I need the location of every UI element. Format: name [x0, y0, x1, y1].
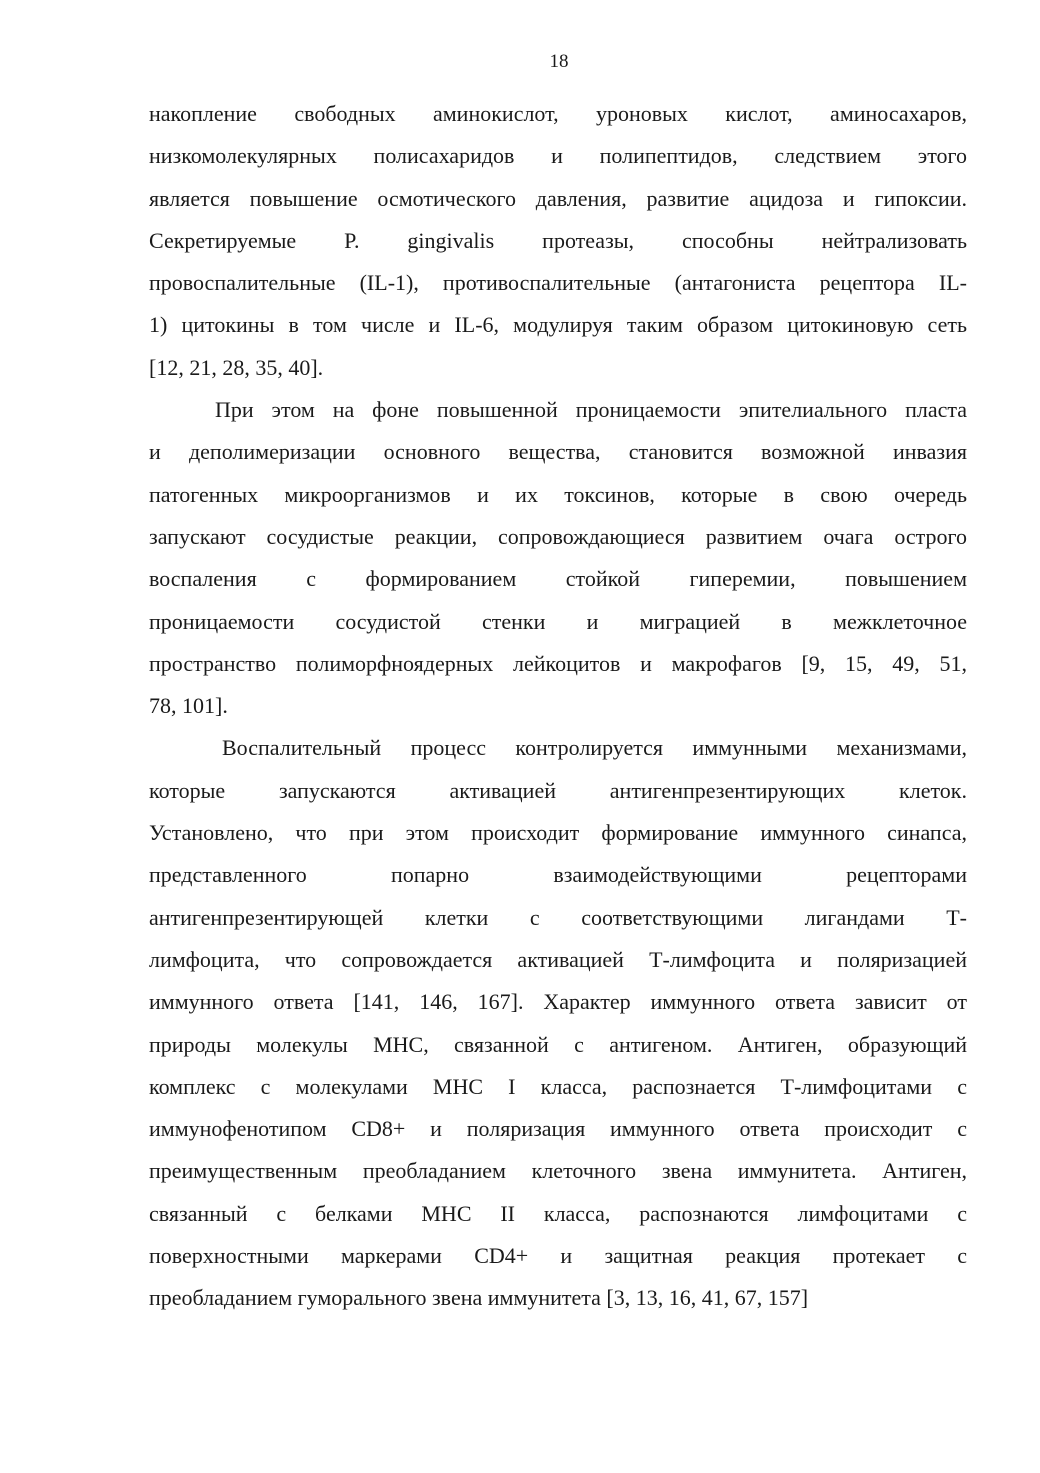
page-number: 18 — [549, 51, 569, 72]
text-line: комплекс с молекулами МНС I класса, распознается Т-лимфоцитами с — [149, 1073, 967, 1099]
text-line: низкомолекулярных полисахаридов и полипептидов, следствием этого — [149, 143, 967, 169]
text-line: антигенпрезентирующей клетки с соответствующими лигандами Т- — [149, 904, 967, 930]
text-line: природы молекулы МНС, связанной с антигеном. Антиген, образующий — [149, 1031, 967, 1057]
text-line: и деполимеризации основного вещества, становится возможной инвазия — [149, 439, 967, 465]
text-line: преимущественным преобладанием клеточного звена иммунитета. Антиген, — [149, 1158, 967, 1184]
text-line: которые запускаются активацией антигенпрезентирующих клеток. — [149, 777, 967, 803]
text-line: накопление свободных аминокислот, уроновых кислот, аминосахаров, — [149, 101, 967, 126]
text-line: Секретируемые P. gingivalis протеазы, способны нейтрализовать — [149, 227, 967, 253]
text-line: связанный с белками МНС II класса, распознаются лимфоцитами с — [149, 1200, 967, 1226]
text-line: поверхностными маркерами CD4+ и защитная реакция протекает с — [149, 1243, 967, 1269]
text-line: иммунного ответа [141, 146, 167]. Характер иммунного ответа зависит от — [149, 989, 967, 1015]
paragraph — [149, 727, 967, 1319]
text-line: преобладанием гуморального звена иммунитета [3, 13, 16, 41, 67, 157] — [149, 1285, 809, 1311]
text-line: запускают сосудистые реакции, сопровождающиеся развитием очага острого — [149, 523, 967, 549]
paragraph — [149, 93, 967, 389]
document-body — [149, 93, 967, 1320]
text-line: пространство полиморфноядерных лейкоцитов и макрофагов [9, 15, 49, 51, — [149, 650, 967, 676]
text-line: [12, 21, 28, 35, 40]. — [149, 354, 324, 380]
text-line: При этом на фоне повышенной проницаемости эпителиального пласта — [215, 397, 967, 423]
text-line: является повышение осмотического давления, развитие ацидоза и гипоксии. — [149, 185, 967, 211]
text-line: патогенных микроорганизмов и их токсинов, которые в свою очередь — [149, 481, 967, 507]
paragraph — [149, 389, 967, 727]
text-line: 1) цитокины в том числе и IL-6, модулируя таким образом цитокиновую сеть — [149, 312, 967, 338]
text-line: Воспалительный процесс контролируется иммунными механизмами, — [222, 735, 967, 761]
text-line: иммунофенотипом CD8+ и поляризация иммунного ответа происходит с — [149, 1116, 967, 1142]
text-line: представленного попарно взаимодействующими рецепторами — [149, 862, 967, 888]
text-line: проницаемости сосудистой стенки и миграцией в межклеточное — [149, 608, 967, 634]
text-line: провоспалительные (IL-1), противоспалительные (антагониста рецептора IL- — [149, 270, 967, 296]
text-line: 78, 101]. — [149, 693, 228, 719]
text-line: лимфоцита, что сопровождается активацией Т-лимфоцита и поляризацией — [149, 946, 967, 972]
text-line: Установлено, что при этом происходит формирование иммунного синапса, — [149, 820, 967, 846]
text-line: воспаления с формированием стойкой гиперемии, повышением — [149, 566, 967, 592]
